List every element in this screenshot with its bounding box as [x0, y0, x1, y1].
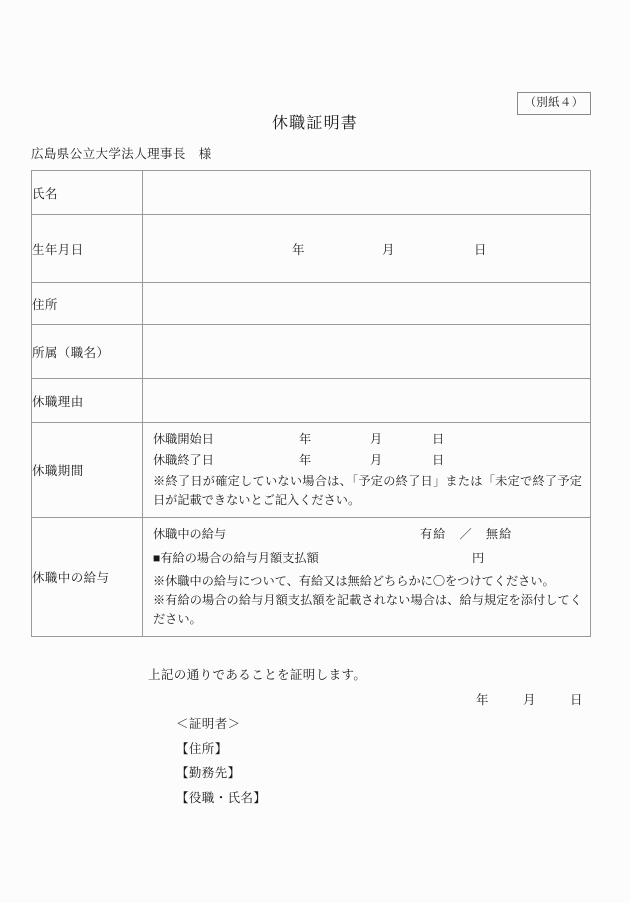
- leave-end-year-token: 年: [299, 453, 312, 467]
- leave-start-month-token: 月: [370, 432, 383, 446]
- certificate-form-table: [31, 170, 591, 637]
- certification-statement: 上記の通りであることを証明します。: [148, 668, 367, 682]
- signer-heading: ＜証明者＞: [176, 717, 241, 731]
- row-label-birthdate: 生年月日: [32, 215, 143, 283]
- table-row: [32, 517, 591, 636]
- leave-end-day-token: 日: [432, 453, 445, 467]
- birthdate-year-token: 年: [292, 242, 305, 257]
- leave-end-label: 休職終了日: [153, 453, 214, 467]
- addressee-line: 広島県公立大学法人理事長 様: [31, 147, 212, 161]
- row-label-leave-reason: 休職理由: [32, 379, 143, 423]
- table-row: [32, 379, 591, 423]
- leave-end-row: [153, 451, 590, 472]
- birthdate-day-token: 日: [474, 242, 487, 257]
- table-row: [32, 283, 591, 325]
- field-address[interactable]: [143, 283, 591, 325]
- leave-start-year-token: 年: [299, 432, 312, 446]
- salary-option-row: [153, 525, 590, 549]
- footer-day-token: 日: [570, 693, 583, 707]
- row-label-affiliation: 所属（職名）: [32, 325, 143, 379]
- leave-start-label: 休職開始日: [153, 432, 214, 446]
- row-label-leave-period: 休職期間: [32, 423, 143, 518]
- signer-workplace-label[interactable]: 【勤務先】: [176, 766, 241, 780]
- signer-address-label[interactable]: 【住所】: [176, 741, 228, 756]
- field-leave-reason[interactable]: [143, 379, 591, 423]
- table-row: [32, 171, 591, 215]
- birthdate-month-token: 月: [382, 242, 395, 257]
- leave-start-day-token: 日: [432, 432, 445, 446]
- leave-period-block: [143, 423, 590, 517]
- salary-amount-unit: 円: [472, 550, 485, 565]
- footer-date-line: [0, 690, 630, 710]
- row-label-address: 住所: [32, 283, 143, 325]
- footer-year-token: 年: [476, 693, 489, 707]
- field-leave-salary[interactable]: [143, 517, 591, 636]
- signer-section: [176, 718, 266, 816]
- field-birthdate[interactable]: [143, 215, 591, 283]
- signer-title-name-label[interactable]: 【役職・氏名】: [176, 790, 267, 805]
- leave-end-month-token: 月: [370, 453, 383, 467]
- salary-paid-unpaid-options[interactable]: 有給 ／ 無給: [420, 526, 513, 541]
- leave-start-row: [153, 430, 590, 451]
- form-number-badge: （別紙４）: [517, 92, 591, 115]
- salary-amount-label: ■有給の場合の給与月額支払額: [153, 550, 319, 565]
- table-row: [32, 325, 591, 379]
- page-title: 休職証明書: [271, 115, 358, 132]
- field-affiliation[interactable]: [143, 325, 591, 379]
- table-row: [32, 215, 591, 283]
- footer-month-token: 月: [523, 693, 536, 707]
- field-name[interactable]: [143, 171, 591, 215]
- salary-note-1: ※休職中の給与について、有給又は無給どちらかに〇をつけてください。: [153, 573, 555, 588]
- leave-period-note: ※終了日が確定していない場合は、「予定の終了日」または「未定で終了予定日が記載できないとご記入ください。: [153, 474, 582, 507]
- row-label-name: 氏名: [32, 171, 143, 215]
- salary-amount-row: [153, 549, 590, 572]
- table-row: [32, 423, 591, 518]
- leave-salary-block: [143, 518, 590, 636]
- field-leave-period[interactable]: [143, 423, 591, 518]
- salary-line-label: 休職中の給与: [153, 526, 227, 541]
- salary-note-2: ※有給の場合の給与月額支払額を記載されない場合は、給与規定を添付してください。: [153, 592, 582, 626]
- row-label-leave-salary: 休職中の給与: [32, 517, 143, 636]
